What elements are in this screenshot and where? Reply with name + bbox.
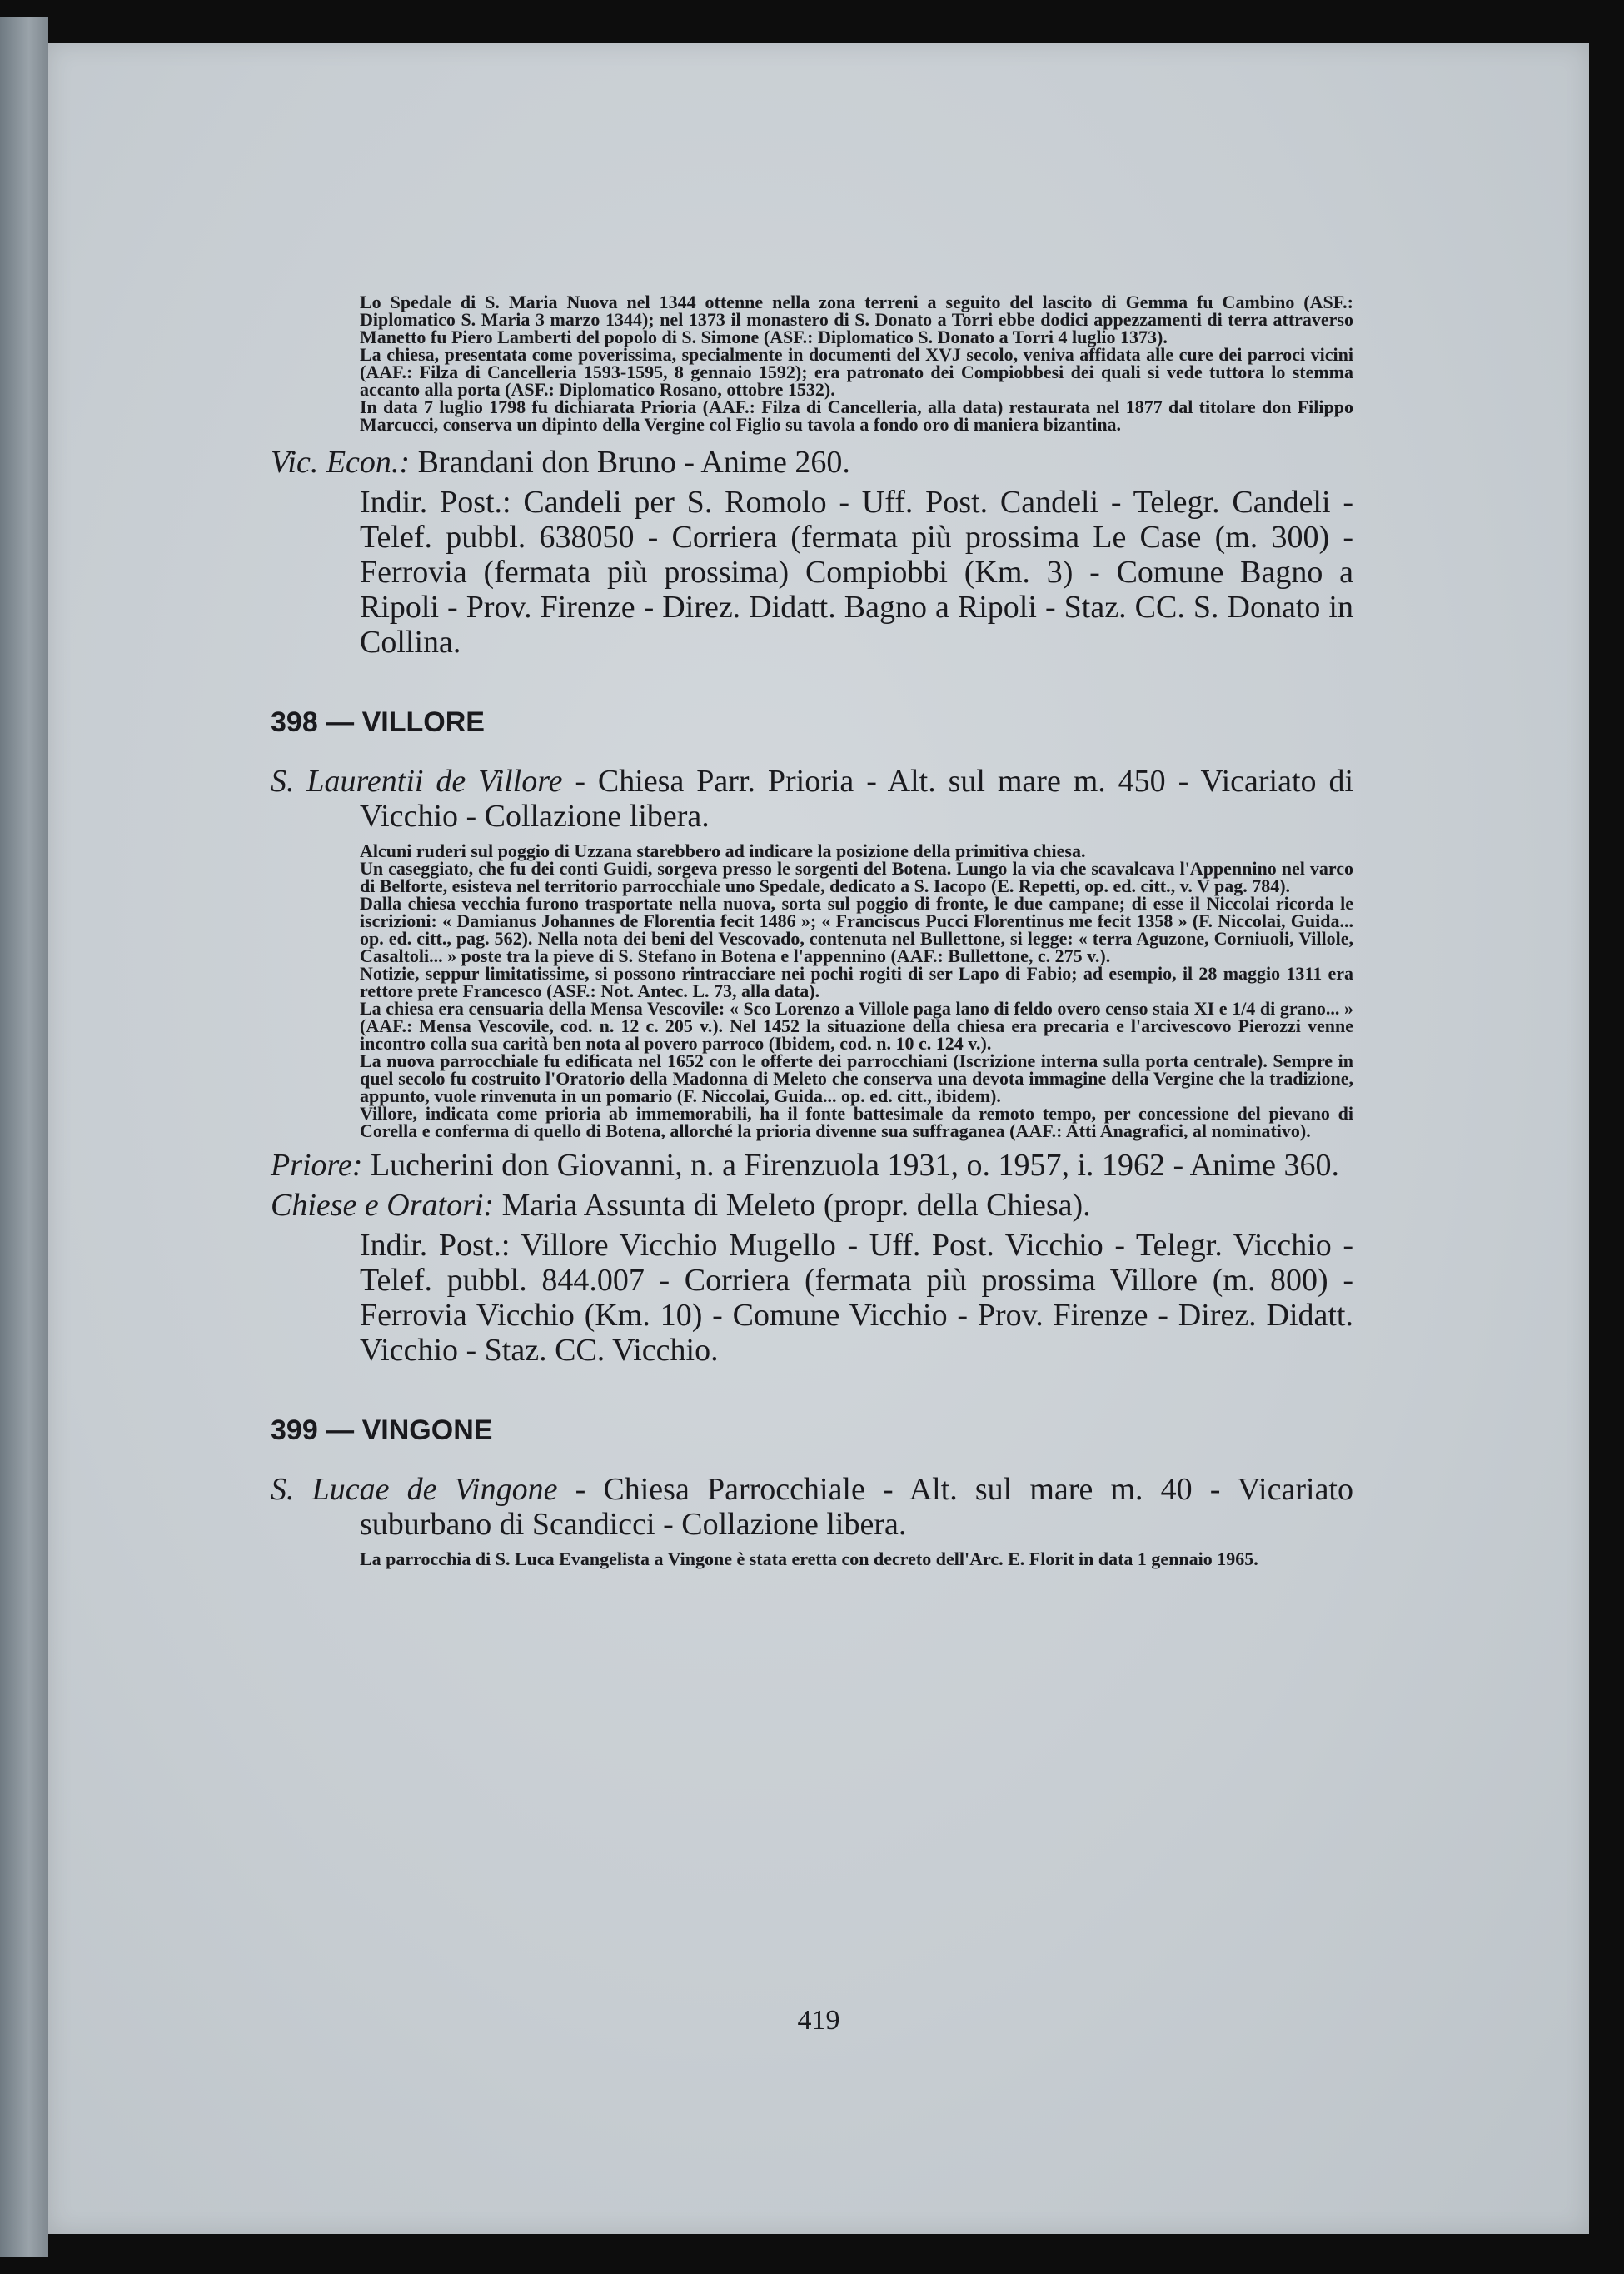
chiese-oratori-label: Chiese e Oratori:: [271, 1188, 495, 1223]
intro-note: La chiesa, presentata come poverissima, specialmente in documenti del XVJ secolo, veniva affidata alle cure dei parroci vicini (AAF.: Filza di Cancelleria 1593-1595, 8 gennaio 1592); era patronato dei Compiobbesi dei quali si vede tuttora lo stemma accanto alla porta (ASF.: Diplomatico Rosano, ottobre 1532).: [360, 344, 1353, 400]
vic-econ-label: Vic. Econ.:: [271, 445, 411, 480]
facing-page-edge: [0, 17, 48, 2257]
history-note: Notizie, seppur limitatissime, si possono rintracciare nei pochi rogiti di ser Lapo di Fabio; ad esempio, il 28 maggio 1311 era rettore prete Francesco (ASF.: Not. Antec. L. 73, alla data).: [360, 963, 1353, 1001]
history-note: La chiesa era censuaria della Mensa Vescovile: « Sco Lorenzo a Villole paga lano di feldo overo censo staia XI e 1/4 di grano... » (AAF.: Mensa Vescovile, cod. n. 12 c. 205 v.). Nel 1452 la situazione della chiesa era precaria e l'arcivescovo Pierozzi venne incontro colla sua carità ben nota al povero parroco (Ibidem, cod. n. 10 c. 124 v.).: [360, 998, 1353, 1054]
postal-info: Indir. Post.: Villore Vicchio Mugello - Uff. Post. Vicchio - Telegr. Vicchio - Telef. pubbl. 844.007 - Corriera (fermata più prossima Villore (m. 800) - Ferrovia Vicchio (Km. 10) - Comune Vicchio - Prov. Firenze - Direz. Didatt. Vicchio - Staz. CC. Vicchio.: [360, 1228, 1353, 1368]
priore-label: Priore:: [271, 1148, 363, 1183]
church-heading: [271, 764, 1353, 834]
history-note: La parrocchia di S. Luca Evangelista a Vingone è stata eretta con decreto dell'Arc. E. Florit in data 1 gennaio 1965.: [360, 1548, 1258, 1569]
history-note: Alcuni ruderi sul poggio di Uzzana starebbero ad indicare la posizione della primitiva chiesa.: [360, 840, 1086, 861]
history-note: Dalla chiesa vecchia furono trasportate nella nuova, sorta sul poggio di fronte, le due campane; di esse il Niccolai ricorda le iscrizioni: « Damianus Johannes de Florentia fecit 1486 »; « Franciscus Pucci Florentinus me fecit 1358 » (F. Niccolai, Guida... op. ed. citt., pag. 562). Nella nota dei beni del Vescovado, contenuta nel Bullettone, si legge: « terra Aguzone, Corniuoli, Villole, Casaltoli... » poste tra la pieve di S. Stefano in Botena e l'appennino (AAF.: Bullettone, c. 275 v.).: [360, 893, 1353, 966]
history-notes: [360, 1550, 1353, 1568]
history-note: La nuova parrocchiale fu edificata nel 1652 con le offerte dei parrocchiani (Iscrizione interna sulla porta centrale). Sempre in quel secolo fu costruito l'Oratorio della Madonna di Meleto che conserva una devota immagine della Vergine che la tradizione, appunto, vuole rinvenuta in un pomario (F. Niccolai, Guida... op. ed. citt., ibidem).: [360, 1050, 1353, 1106]
chiese-oratori-line: [271, 1188, 1353, 1223]
priore-line: [271, 1148, 1353, 1183]
book-page: [48, 43, 1589, 2234]
history-notes: [360, 842, 1353, 1139]
section-title: 399 — VINGONE: [271, 1414, 493, 1446]
section-title: 398 — VILLORE: [271, 706, 485, 738]
postal-info: Indir. Post.: Candeli per S. Romolo - Uff. Post. Candeli - Telegr. Candeli - Telef. pubbl. 638050 - Corriera (fermata più prossima Le Case (m. 300) - Ferrovia (fermata più prossima) Compiobbi (Km. 3) - Comune Bagno a Ripoli - Prov. Firenze - Direz. Didatt. Bagno a Ripoli - Staz. CC. S. Donato in Collina.: [360, 485, 1353, 660]
page-number: 419: [797, 2005, 840, 2036]
page-content: [271, 293, 1353, 1568]
intro-note: Lo Spedale di S. Maria Nuova nel 1344 ottenne nella zona terreni a seguito del lascito di Gemma fu Cambino (ASF.: Diplomatico S. Maria 3 marzo 1344); nel 1373 il monastero di S. Donato a Torri ebbe dodici appezzamenti di terra attraverso Manetto fu Piero Lamberti del popolo di S. Simone (ASF.: Diplomatico S. Donato a Torri 4 luglio 1373).: [360, 292, 1353, 347]
history-note: Villore, indicata come prioria ab immemorabili, ha il fonte battesimale da remoto tempo, per concessione del pievano di Corella e conferma di quello di Botena, allorché la prioria divenne sua suffraganea (AAF.: Atti Anagrafici, al nominativo).: [360, 1103, 1353, 1141]
priore-text: Lucherini don Giovanni, n. a Firenzuola 1931, o. 1957, i. 1962 - Anime 360.: [362, 1148, 1340, 1183]
vic-econ-text: Brandani don Bruno - Anime 260.: [417, 445, 850, 480]
chiese-oratori-text: Maria Assunta di Meleto (propr. della Chiesa).: [494, 1188, 1091, 1223]
church-description: - Chiesa Parrocchiale - Alt. sul mare m. 40 - Vicariato suburbano di Scandicci - Collazione libera.: [360, 1472, 1353, 1542]
intro-note: In data 7 luglio 1798 fu dichiarata Prioria (AAF.: Filza di Cancelleria, alla data) restaurata nel 1877 dal titolare don Filippo Marcucci, conserva un dipinto della Vergine col Figlio su tavola a fondo oro di maniera bizantina.: [360, 396, 1353, 435]
church-name: S. Lucae de Vingone: [271, 1472, 558, 1507]
church-description: - Chiesa Parr. Prioria - Alt. sul mare m. 450 - Vicariato di Vicchio - Collazione libera.: [360, 764, 1353, 834]
vic-econ-line: [271, 445, 1353, 480]
church-name: S. Laurentii de Villore: [271, 764, 563, 799]
church-heading: [271, 1472, 1353, 1542]
intro-notes: [360, 293, 1353, 433]
history-note: Un caseggiato, che fu dei conti Guidi, sorgeva presso le sorgenti del Botena. Lungo la via che scavalcava l'Appennino nel varco di Belforte, esisteva nel territorio parrocchiale uno Spedale, dedicato a S. Iacopo (E. Repetti, op. ed. citt., v. V pag. 784).: [360, 858, 1353, 896]
